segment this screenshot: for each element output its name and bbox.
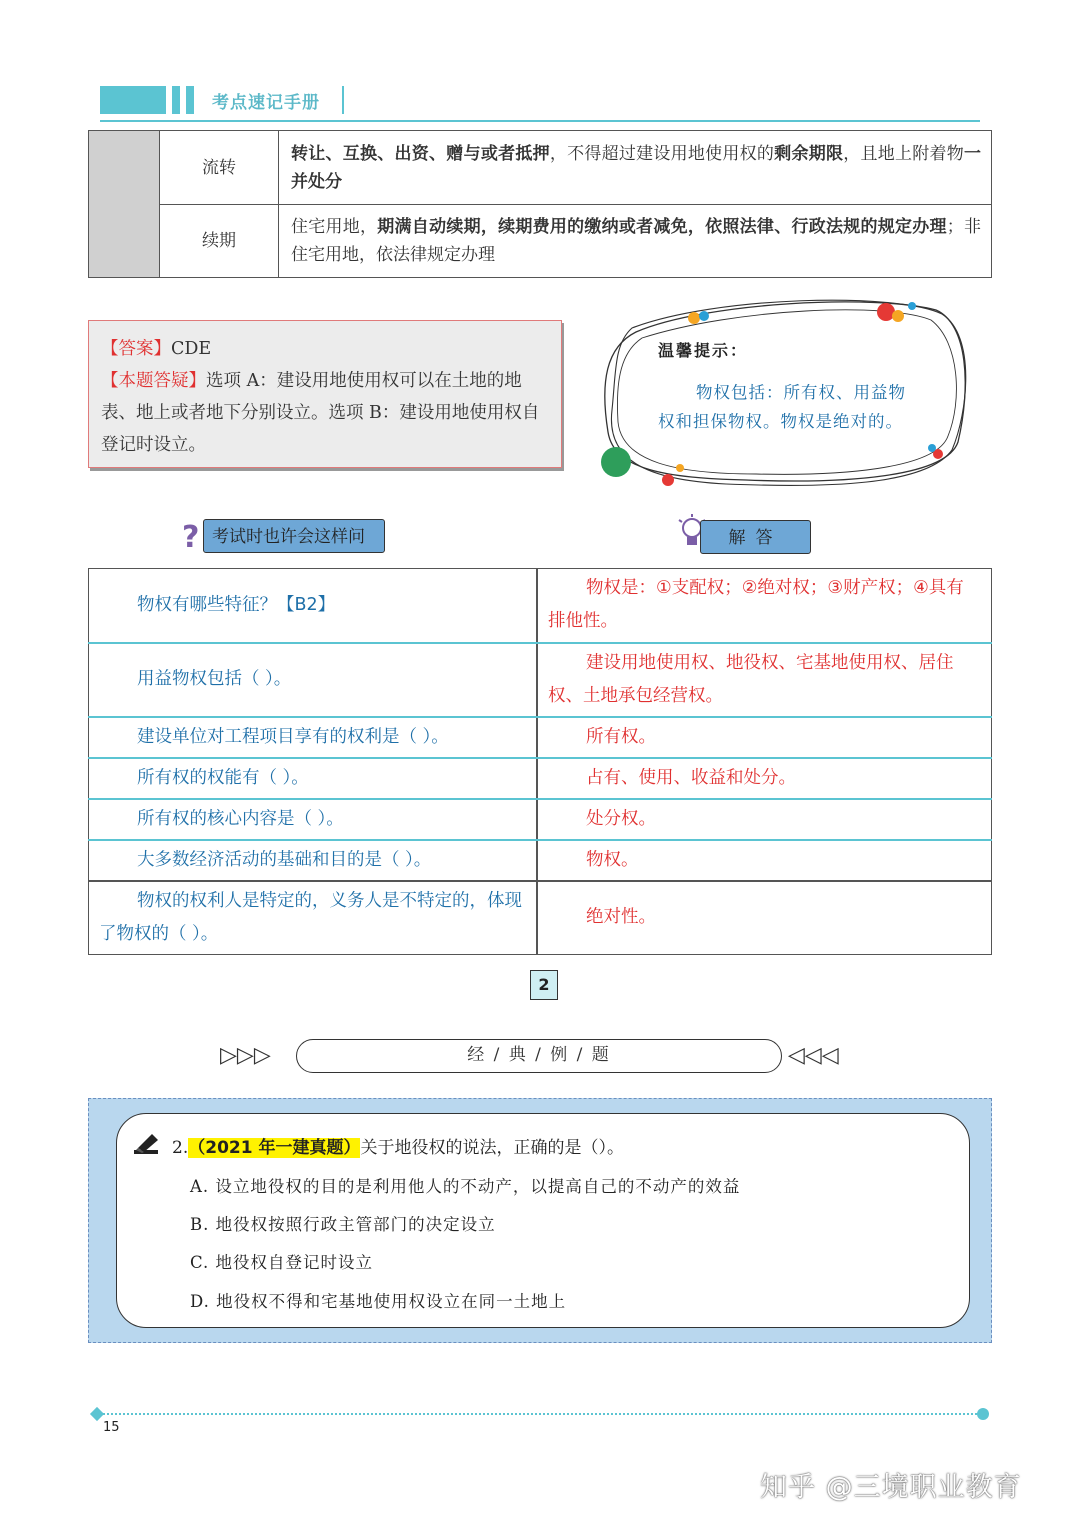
option-c: C. 地役权自登记时设立: [190, 1253, 374, 1272]
row-text: 转让、互换、出资、赠与或者抵押，不得超过建设用地使用权的剩余期限，且地上附着物一并处分: [279, 131, 992, 205]
explain-label: 【本题答疑】: [101, 371, 206, 391]
qa-answer: 占有、使用、收益和处分。: [537, 758, 992, 799]
question-stem: 关于地役权的说法，正确的是（）。: [360, 1138, 624, 1158]
table-row: [89, 643, 992, 717]
section-number-badge: 2: [530, 970, 558, 1000]
option-b: B. 地役权按照行政主管部门的决定设立: [190, 1215, 496, 1234]
qa-question: 物权的权利人是特定的，义务人是不特定的，体现了物权的（ ）。: [89, 881, 538, 955]
qa-table: [88, 568, 992, 955]
table-row: [89, 131, 992, 205]
question-number: 2.: [172, 1138, 189, 1158]
page-number: 15: [103, 1420, 120, 1435]
footer-diamond: [90, 1407, 104, 1421]
qa-answer: 处分权。: [537, 799, 992, 840]
option-a: A. 设立地役权的目的是利用他人的不动产，以提高自己的不动产的效益: [190, 1177, 741, 1196]
row-label: 流转: [160, 131, 279, 205]
question-mark-icon: ?: [182, 520, 200, 555]
pencil-icon: [132, 1130, 162, 1158]
section-title: 经 / 典 / 例 / 题: [296, 1039, 782, 1073]
table-row: [89, 717, 992, 758]
qa-answer: 建设用地使用权、地役权、宅基地使用权、居住权、土地承包经营权。: [537, 643, 992, 717]
qa-answer: 所有权。: [537, 717, 992, 758]
tip-title: 温馨提示：: [658, 341, 749, 360]
table-row: [89, 205, 992, 278]
answer-label: 【答案】: [101, 339, 171, 359]
footer-dot: [977, 1408, 989, 1420]
header-bar-stripe: [186, 86, 194, 114]
option-d: D. 地役权不得和宅基地使用权设立在同一土地上: [190, 1292, 567, 1311]
table-row: [89, 799, 992, 840]
question-label: 考试时也许会这样问: [203, 519, 385, 553]
triangle-right-icons: ▷▷▷: [220, 1043, 271, 1068]
qa-question: 所有权的权能有（ ）。: [89, 758, 538, 799]
question-source: （2021 年一建真题）: [188, 1138, 361, 1158]
qa-question: 用益物权包括（ ）。: [89, 643, 538, 717]
example-question: [172, 1133, 624, 1158]
table-row: [89, 758, 992, 799]
table-row: [89, 840, 992, 881]
triangle-left-icons: ◁◁◁: [788, 1043, 839, 1068]
qa-question: 物权有哪些特征？【B2】: [89, 569, 538, 643]
header-bar: [100, 86, 166, 114]
row-text: 住宅用地，期满自动续期，续期费用的缴纳或者减免，依照法律、行政法规的规定办理；非住宅用地，依法律规定办理: [279, 205, 992, 278]
explain-text: 选项 A：建设用地使用权可以在土地的地表、地上或者地下分别设立。选项 B：建设用地使用权自登记时设立。: [101, 371, 540, 455]
header-bar-stripe: [172, 86, 180, 114]
watermark: 知乎 @三境职业教育: [760, 1472, 1022, 1503]
answer-box: [88, 320, 562, 468]
header-underline: [100, 120, 980, 122]
row-label: 续期: [160, 205, 279, 278]
header-title: 考点速记手册: [212, 93, 320, 113]
tip-text: 物权包括：所有权、用益物权和担保物权。物权是绝对的。: [658, 383, 906, 431]
table-row: [89, 569, 992, 643]
gray-cell: [89, 131, 160, 278]
qa-question: 建设单位对工程项目享有的权利是（ ）。: [89, 717, 538, 758]
qa-answer: 物权。: [537, 840, 992, 881]
header-separator: [342, 86, 344, 114]
qa-question: 所有权的核心内容是（ ）。: [89, 799, 538, 840]
qa-answer: 物权是：①支配权；②绝对权；③财产权；④具有排他性。: [537, 569, 992, 643]
table-row: [89, 881, 992, 955]
top-table: [88, 130, 992, 278]
qa-question: 大多数经济活动的基础和目的是（ ）。: [89, 840, 538, 881]
answer-value: CDE: [171, 339, 212, 359]
footer-line: [96, 1413, 984, 1415]
qa-answer: 绝对性。: [537, 881, 992, 955]
answer-label-pill: 解答: [700, 520, 811, 554]
